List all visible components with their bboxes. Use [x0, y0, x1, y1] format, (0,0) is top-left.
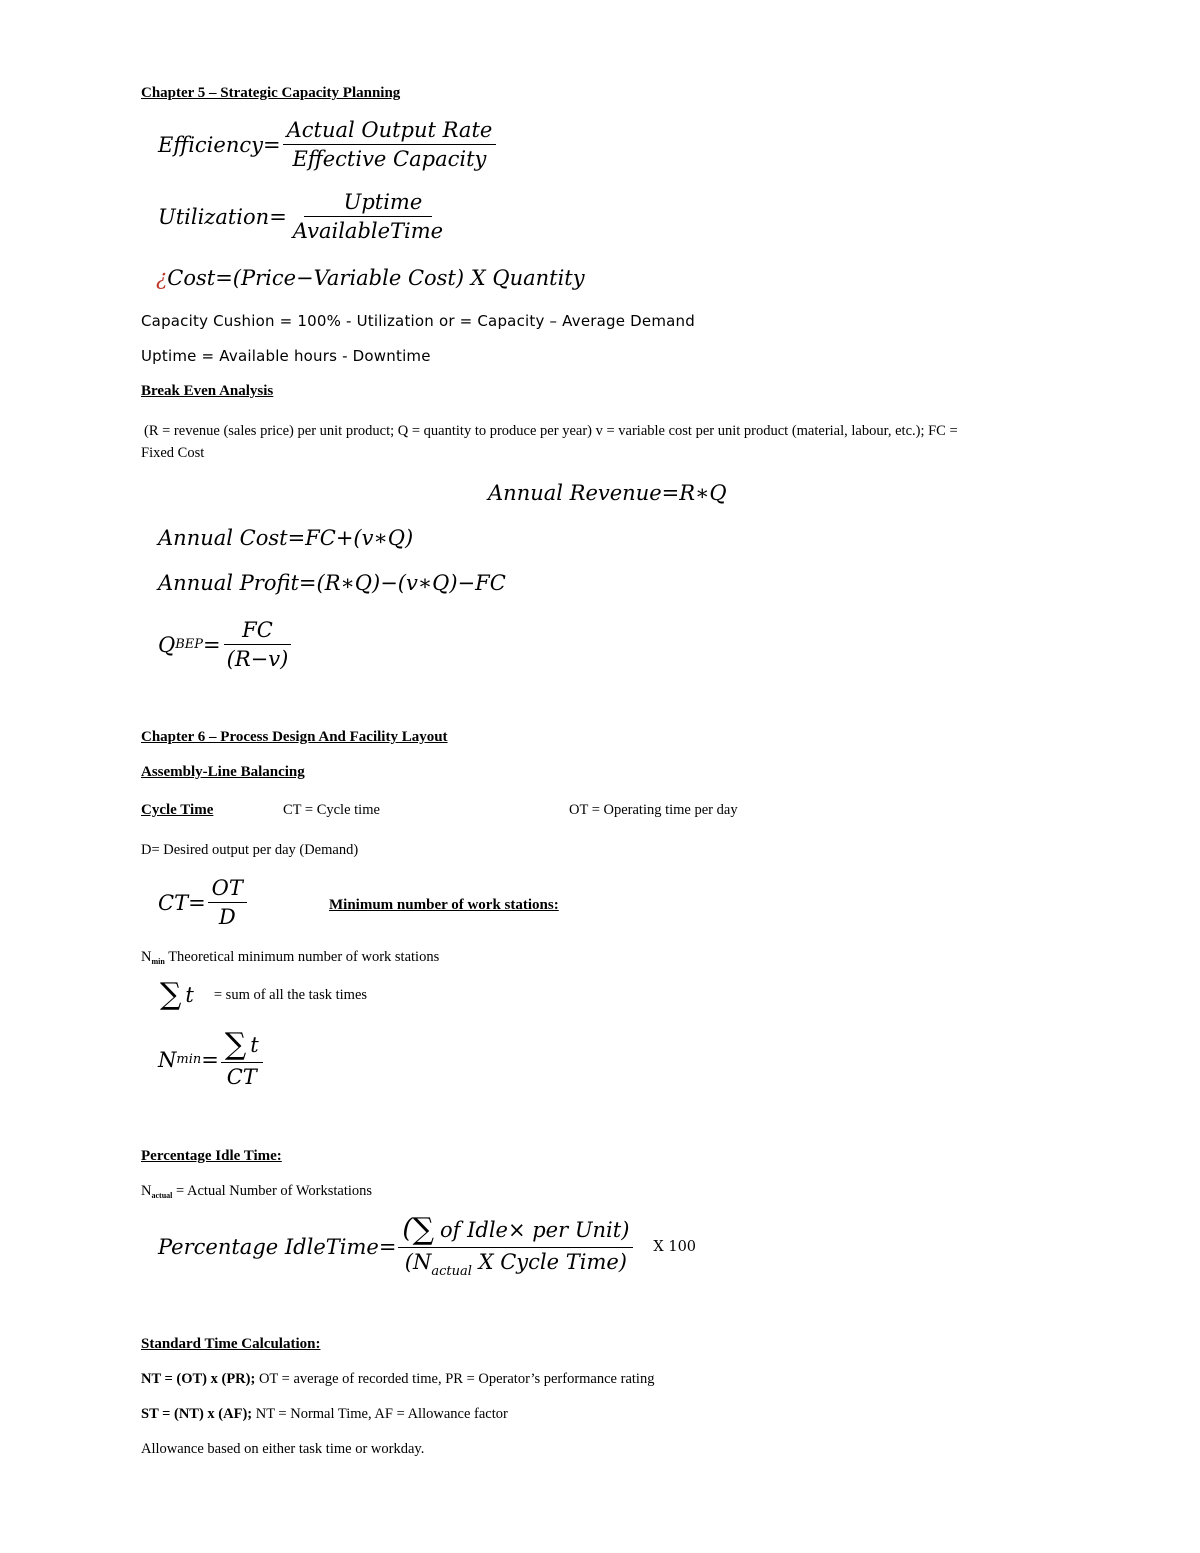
efficiency-denominator: Effective Capacity [292, 147, 487, 172]
nactual-definition [141, 1183, 372, 1200]
sum-t-definition [160, 977, 368, 1012]
st-text: NT = Normal Time, AF = Allowance factor [252, 1406, 508, 1422]
efficiency-numerator: Actual Output Rate [283, 118, 497, 145]
nactual-text: = Actual Number of Workstations [176, 1183, 373, 1199]
ct-fraction [208, 876, 247, 929]
nactual-n: N [141, 1183, 152, 1199]
chapter-5-title: Chapter 5 – Strategic Capacity Planning [141, 85, 401, 101]
idle-den-text: X Cycle Time) [478, 1250, 628, 1274]
idle-multiplier: X 100 [653, 1239, 697, 1256]
sigma-icon: ∑ [412, 1212, 434, 1247]
utilization-formula [158, 190, 449, 243]
st-line [141, 1406, 508, 1423]
st-formula: ST = (NT) x (AF); [141, 1406, 253, 1422]
nmin-n: N [141, 949, 152, 965]
utilization-lhs: Utilization= [158, 204, 287, 229]
nmin-fraction [221, 1027, 263, 1089]
nmin-formula-equals: = [201, 1047, 219, 1072]
cycle-time-title: Cycle Time [141, 802, 214, 818]
idle-lhs: Percentage IdleTime= [158, 1235, 397, 1260]
sum-t-var: t [185, 983, 194, 1007]
annual-profit-formula: Annual Profit=(R∗Q)−(v∗Q)−FC [158, 571, 506, 595]
qbep-numerator: FC [224, 618, 291, 645]
qbep-q: Q [158, 632, 176, 657]
sigma-icon: ∑ [160, 977, 182, 1012]
idle-time-title: Percentage Idle Time: [141, 1148, 282, 1164]
break-even-title: Break Even Analysis [141, 383, 274, 399]
idle-num-text: of Idle× per Unit) [440, 1217, 630, 1242]
ct-lhs: CT= [158, 890, 206, 915]
idle-den-open: (N [404, 1250, 432, 1274]
nt-formula: NT = (OT) x (PR); [141, 1371, 256, 1387]
idle-time-formula [158, 1212, 697, 1280]
utilization-denominator: AvailableTime [292, 219, 444, 244]
efficiency-lhs: Efficiency= [158, 132, 281, 157]
assembly-line-title: Assembly-Line Balancing [141, 764, 305, 780]
qbep-equals: = [203, 632, 221, 657]
nmin-subscript: min [151, 957, 165, 966]
break-even-definitions: (R = revenue (sales price) per unit product; Q = quantity to produce per year) v = variable cost per unit product (material, labour, etc.); FC = [144, 423, 958, 439]
cost-text: Cost=(Price−Variable Cost) X Quantity [167, 266, 585, 290]
allowance-note: Allowance based on either task time or workday. [141, 1441, 425, 1457]
utilization-fraction [289, 190, 447, 243]
nmin-denominator: CT [226, 1065, 257, 1089]
qbep-subscript: BEP [175, 637, 204, 653]
qbep-denominator: (R−v) [226, 647, 289, 672]
fixed-cost-definition: Fixed Cost [141, 445, 205, 461]
ct-formula [158, 876, 249, 929]
nactual-subscript: actual [151, 1191, 173, 1200]
efficiency-fraction [283, 118, 497, 171]
idle-fraction [398, 1212, 633, 1280]
cost-formula [156, 266, 585, 290]
uptime-definition: Uptime = Available hours - Downtime [141, 347, 431, 365]
idle-numerator [398, 1212, 633, 1248]
idle-num-paren: ( [402, 1214, 413, 1245]
efficiency-formula [158, 118, 498, 171]
standard-time-title: Standard Time Calculation: [141, 1336, 321, 1352]
ct-denominator: D [218, 905, 236, 930]
utilization-numerator: Uptime [304, 190, 433, 217]
annual-cost-formula: Annual Cost=FC+(v∗Q) [158, 526, 414, 550]
idle-denominator [401, 1248, 631, 1280]
qbep-fraction [223, 618, 293, 671]
cost-mark: ¿ [156, 266, 168, 290]
nt-line [141, 1371, 654, 1388]
sigma-icon: ∑ [224, 1027, 247, 1062]
nmin-formula-n: N [158, 1047, 177, 1072]
chapter-6-title: Chapter 6 – Process Design And Facility Layout [141, 729, 448, 745]
idle-den-subscript: actual [431, 1264, 472, 1279]
nmin-numerator-t: t [250, 1032, 259, 1057]
min-workstations-title: Minimum number of work stations: [329, 897, 559, 913]
ct-numerator: OT [208, 876, 247, 903]
annual-revenue-formula: Annual Revenue=R∗Q [488, 481, 727, 505]
nmin-formula [158, 1027, 265, 1089]
qbep-formula [158, 618, 294, 671]
nmin-text: Theoretical minimum number of work stations [168, 949, 440, 965]
nmin-definition [141, 949, 439, 966]
ot-definition: OT = Operating time per day [569, 802, 738, 818]
sum-t-text: = sum of all the task times [213, 986, 368, 1003]
ct-definition: CT = Cycle time [283, 802, 380, 818]
d-definition: D= Desired output per day (Demand) [141, 842, 359, 858]
nmin-numerator [221, 1027, 263, 1063]
nt-text: OT = average of recorded time, PR = Operator’s performance rating [255, 1371, 655, 1387]
nmin-formula-subscript: min [176, 1052, 202, 1068]
capacity-cushion: Capacity Cushion = 100% - Utilization or = Capacity – Average Demand [141, 312, 695, 330]
